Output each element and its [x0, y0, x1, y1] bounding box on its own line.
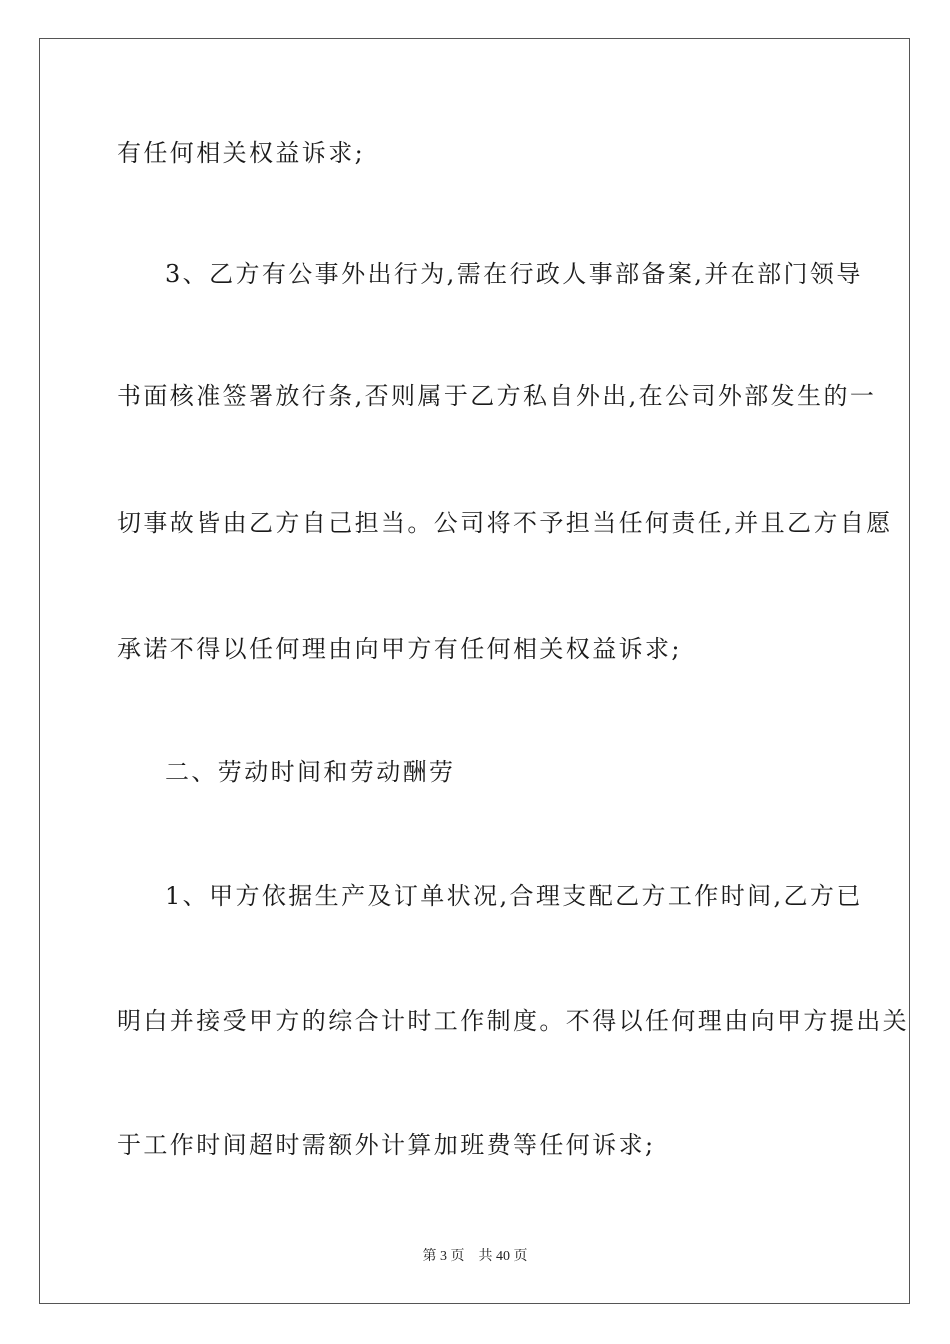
text-line: 有任何相关权益诉求; — [117, 139, 366, 167]
text-line: 承诺不得以任何理由向甲方有任何相关权益诉求; — [117, 635, 682, 663]
text-line: 明白并接受甲方的综合计时工作制度。不得以任何理由向甲方提出关 — [117, 1007, 909, 1035]
text-line: 切事故皆由乙方自己担当。公司将不予担当任何责任,并且乙方自愿 — [117, 509, 893, 537]
text-line: 于工作时间超时需额外计算加班费等任何诉求; — [117, 1131, 656, 1159]
page-border — [39, 38, 910, 1304]
paragraph-1-line: 1、甲方依据生产及订单状况,合理支配乙方工作时间,乙方已 — [165, 882, 863, 910]
text-line: 书面核准签署放行条,否则属于乙方私自外出,在公司外部发生的一 — [117, 382, 877, 410]
section-heading: 二、劳动时间和劳动酬劳 — [165, 758, 456, 786]
page-footer — [0, 1247, 950, 1267]
paragraph-3-line: 3、乙方有公事外出行为,需在行政人事部备案,并在部门领导 — [165, 260, 863, 288]
total-pages: 共 40 页 — [478, 1249, 528, 1264]
page-number: 第 3 页 — [422, 1249, 465, 1264]
